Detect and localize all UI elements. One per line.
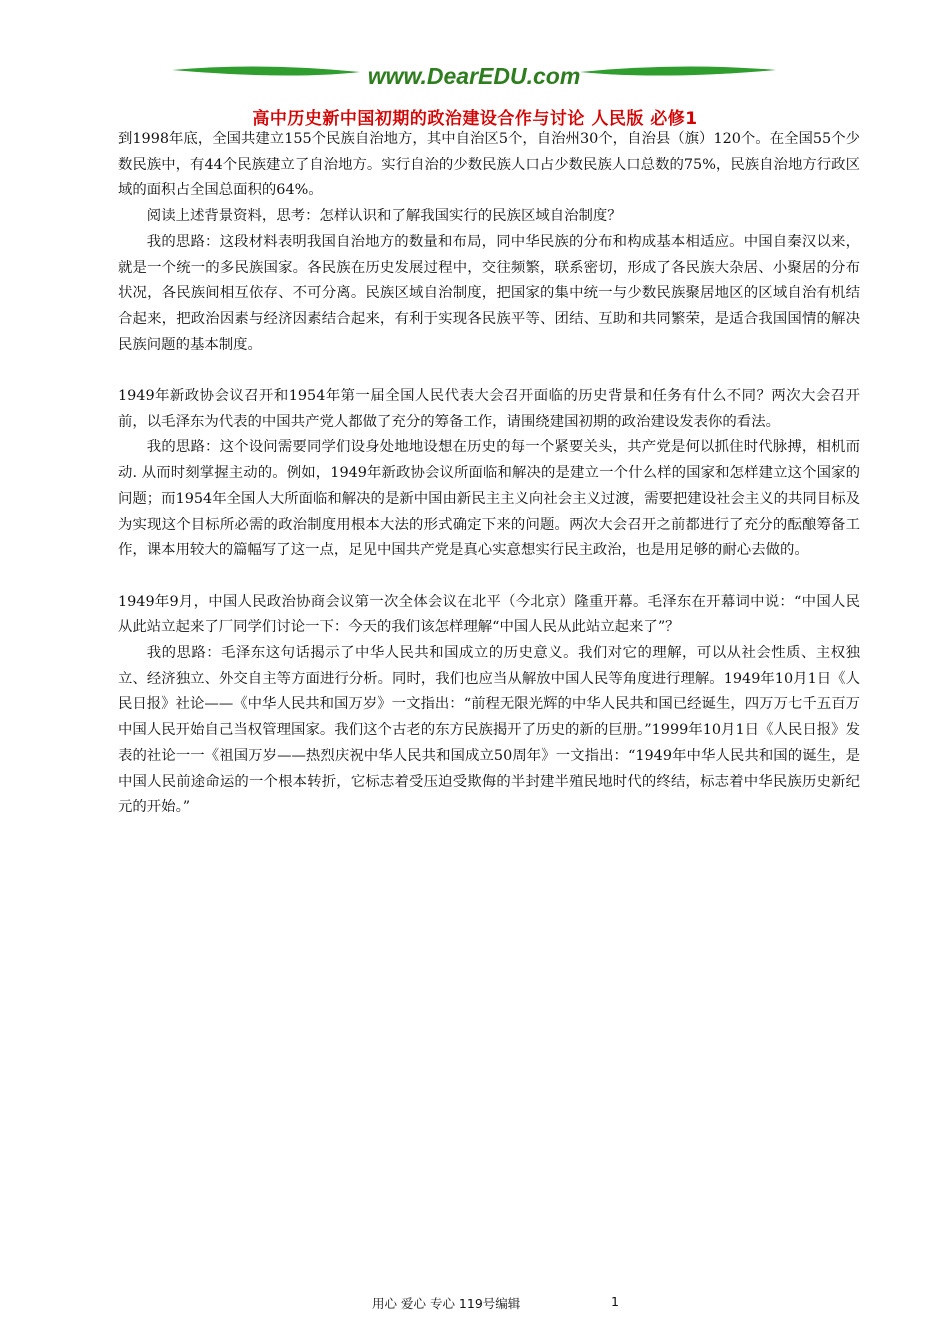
paragraph-answer: 我的思路：这个设问需要同学们设身处地地设想在历史的每一个紧要关头，共产党是何以抓住时代脉搏，相机而动. 从而时刻掌握主动的。例如，1949年新政协会议所面临和解决的是建立一个什么样的国家和怎样建立这个国家的问题；而1954年全国人大所面临和解决的是新中国由新民主主义向社会主义过渡，需要把建设社会主义的共同目标及为实现这个目标所必需的政治制度用根本大法的形式确定下来的问题。两次大会召开之前都进行了充分的酝酿筹备工作，课本用较大的篇幅写了这一点，足见中国共产党是真心实意想实行民主政治，也是用足够的耐心去做的。 [118, 439, 860, 559]
paragraph-question: 阅读上述背景资料，思考：怎样认识和了解我国实行的民族区域自治制度？ [146, 208, 622, 225]
paragraph-answer: 我的思路：这段材料表明我国自治地方的数量和布局，同中华民族的分布和构成基本相适应。中国自秦汉以来，就是一个统一的多民族国家。各民族在历史发展过程中，交往频繁，联系密切，形成了各民族大杂居、小聚居的分布状况，各民族间相互依存、不可分离。民族区域自治制度，把国家的集中统一与少数民族聚居地区的区域自治有机结合起来，把政治因素与经济因素结合起来，有利于实现各民族平等、团结、互助和共同繁荣，是适合我国国情的解决民族问题的基本制度。 [118, 233, 860, 353]
document-title: 高中历史新中国初期的政治建设合作与讨论 人民版 必修1 [252, 109, 698, 129]
paragraph-question: 1949年9月，中国人民政治协商会议第一次全体会议在北平（今北京）隆重开幕。毛泽东在开幕词中说：“中国人民从此站立起来了厂同学们讨论一下：今天的我们该怎样理解“中国人民从此站立起来了”？ [118, 593, 860, 636]
document-body [118, 127, 860, 821]
banner-right-swoosh [580, 66, 776, 75]
page-number: 1 [611, 1294, 619, 1309]
paragraph-answer: 我的思路：毛泽东这句话揭示了中华人民共和国成立的历史意义。我们对它的理解，可以从社会性质、主权独立、经济独立、外交自主等方面进行分析。同时，我们也应当从解放中国人民等角度进行理解。1949年10月1日《人民日报》社论——《中华人民共和国万岁》一文指出：“前程无限光辉的中华人民共和国已经诞生，四万万七千五百万中国人民开始自己当权管理国家。我们这个古老的东方民族揭开了历史的新的巨册。”1999年10月1日《人民日报》发表的社论一一《祖国万岁——热烈庆祝中华人民共和国成立50周年》一文指出：“1949年中华人民共和国的诞生，是中国人民前途命运的一个根本转折，它标志着受压迫受欺侮的半封建半殖民地时代的终结，标志着中华民族历史新纪元的开始。” [118, 645, 860, 816]
paragraph-question: 1949年新政协会议召开和1954年第一届全国人民代表大会召开面临的历史背景和任务有什么不同？两次大会召开前，以毛泽东为代表的中国共产党人都做了充分的筹备工作，请围绕建国初期的政治建设发表你的看法。 [118, 388, 860, 430]
paragraph-gap [118, 358, 860, 384]
footer-credit: 用心 爱心 专心 119号编辑 [372, 1296, 521, 1311]
paragraph-background: 到1998年底，全国共建立155个民族自治地方，其中自治区5个，自治州30个，自治县（旗）120个。在全国55个少数民族中，有44个民族建立了自治地方。实行自治的少数民族人口占少数民族人口总数的75%，民族自治地方行政区域的面积占全国总面积的64%。 [118, 131, 860, 199]
site-banner [170, 58, 778, 94]
paragraph-gap [118, 564, 860, 590]
banner-graphic [170, 58, 778, 94]
banner-left-swoosh [172, 66, 360, 75]
banner-text: www.DearEDU.com [367, 63, 581, 89]
